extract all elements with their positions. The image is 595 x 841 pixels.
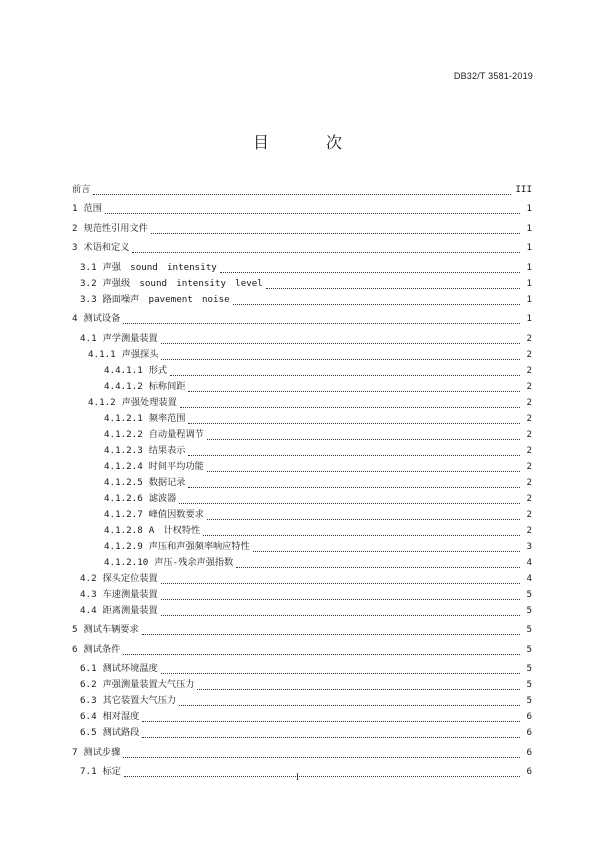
- toc-entry[interactable]: [72, 745, 532, 761]
- toc-entry-title: 声强测量装置大气压力: [102, 679, 195, 690]
- toc-entry[interactable]: [72, 292, 532, 308]
- toc-entry-page: 1: [526, 293, 532, 305]
- toc-dot-leader: [207, 463, 520, 472]
- toc-dot-leader: [188, 415, 520, 424]
- toc-entry[interactable]: [72, 260, 532, 276]
- toc-entry-page: 5: [526, 643, 532, 655]
- toc-entry-title: 探头定位装置: [102, 572, 158, 584]
- toc-entry-title: 测试条件: [83, 643, 121, 655]
- toc-entry-number: 4.2: [80, 572, 97, 584]
- toc-entry[interactable]: [72, 709, 532, 725]
- toc-entry-title: 相对湿度: [102, 711, 140, 722]
- toc-dot-leader: [203, 527, 520, 536]
- toc-entry[interactable]: [72, 507, 532, 523]
- toc-dot-leader: [161, 335, 520, 344]
- toc-dot-leader: [123, 646, 520, 655]
- toc-entry-number: 1: [72, 203, 78, 214]
- toc-entry-title: 车速测量装置: [102, 588, 158, 600]
- toc-entry[interactable]: [72, 603, 532, 619]
- toc-entry-page: 4: [526, 556, 532, 568]
- toc-dot-leader: [180, 399, 520, 408]
- toc-entry-number: 3.1: [80, 261, 97, 273]
- toc-entry-number: 4.1.2.10: [104, 556, 149, 568]
- toc-entry-title: A 计权特性: [148, 524, 201, 536]
- toc-entry-number: 4.1.2.3: [104, 444, 143, 456]
- toc-dot-leader: [207, 511, 520, 520]
- toc-entry-page: 1: [526, 203, 532, 214]
- toc-entry-title: 术语和定义: [83, 242, 130, 253]
- toc-dot-leader: [142, 713, 520, 722]
- toc-entry[interactable]: [72, 661, 532, 677]
- toc-entry-title: 声强 sound intensity: [102, 261, 217, 273]
- toc-entry[interactable]: [72, 182, 532, 198]
- toc-entry-number: 6.3: [80, 695, 97, 706]
- toc-entry-page: 1: [526, 261, 532, 273]
- toc-entry-title: 自动量程调节: [148, 428, 204, 440]
- toc-dot-leader: [266, 280, 520, 289]
- toc-entry[interactable]: [72, 363, 532, 379]
- toc-entry-page: 5: [526, 604, 532, 616]
- toc-entry-page: 1: [526, 277, 532, 289]
- toc-dot-leader: [220, 264, 520, 273]
- toc-entry-number: 4.1.1: [88, 348, 116, 360]
- toc-entry-number: 4.1.2.8: [104, 524, 143, 536]
- toc-dot-leader: [233, 296, 520, 305]
- toc-entry-page: 5: [526, 679, 532, 690]
- toc-dot-leader: [188, 479, 520, 488]
- toc-dot-leader: [161, 607, 520, 616]
- toc-entry-title: 声学测量装置: [102, 332, 158, 344]
- toc-entry-number: 3.3: [80, 293, 97, 305]
- toc-entry-page: 6: [526, 727, 532, 738]
- toc-entry-title: 数据记录: [148, 476, 186, 488]
- toc-entry-page: 2: [526, 476, 532, 488]
- toc-entry-number: 4.1.2.7: [104, 508, 143, 520]
- toc-dot-leader: [170, 367, 520, 376]
- toc-entry-title: 标定: [102, 766, 121, 777]
- toc-entry-number: 6.2: [80, 679, 97, 690]
- toc-entry-number: 3.2: [80, 277, 97, 289]
- toc-entry[interactable]: [72, 201, 532, 217]
- toc-entry[interactable]: [72, 475, 532, 491]
- toc-entry-page: 2: [526, 428, 532, 440]
- toc-entry-page: III: [515, 183, 532, 195]
- toc-entry[interactable]: [72, 642, 532, 658]
- toc-entry-number: 6.5: [80, 727, 97, 738]
- toc-entry-title: 测试车辆要求: [83, 624, 139, 635]
- toc-entry-page: 6: [526, 711, 532, 722]
- toc-entry-page: 5: [526, 695, 532, 706]
- toc-entry-title: 声压-残余声强指数: [154, 556, 234, 568]
- toc-dot-leader: [151, 225, 520, 234]
- toc-entry-number: 6.4: [80, 711, 97, 722]
- toc-dot-leader: [236, 559, 520, 568]
- toc-entry-title: 距离测量装置: [102, 604, 158, 616]
- toc-entry-number: 4.3: [80, 588, 97, 600]
- toc-entry[interactable]: [72, 427, 532, 443]
- toc-entry-page: 4: [526, 572, 532, 584]
- table-of-contents: [72, 178, 532, 780]
- toc-entry-title: 形式: [148, 364, 168, 376]
- toc-entry-number: 5: [72, 624, 78, 635]
- toc-entry-number: 4.1.2.5: [104, 476, 143, 488]
- toc-entry-page: 2: [526, 492, 532, 504]
- toc-entry[interactable]: [72, 555, 532, 571]
- toc-dot-leader: [93, 186, 511, 195]
- toc-entry-page: 5: [526, 663, 532, 674]
- toc-dot-leader: [188, 447, 520, 456]
- toc-entry-number: 6: [72, 643, 78, 655]
- toc-entry-number: 4.1.2.6: [104, 492, 143, 504]
- toc-entry-page: 1: [526, 222, 532, 234]
- toc-entry-number: 4.1.2.2: [104, 428, 143, 440]
- toc-entry-title: 结果表示: [148, 444, 186, 456]
- toc-entry-number: 3: [72, 242, 78, 253]
- toc-entry[interactable]: [72, 240, 532, 256]
- toc-dot-leader: [161, 665, 520, 674]
- toc-entry-number: 4.1.2.4: [104, 460, 143, 472]
- toc-entry[interactable]: [72, 311, 532, 327]
- toc-dot-leader: [188, 383, 520, 392]
- toc-entry-page: 6: [526, 766, 532, 777]
- toc-entry-page: 2: [526, 412, 532, 424]
- toc-entry-title: 峰值因数要求: [148, 508, 204, 520]
- toc-dot-leader: [179, 495, 520, 504]
- toc-entry[interactable]: [72, 587, 532, 603]
- toc-entry-title: 声压和声强频率响应特性: [148, 540, 250, 552]
- toc-entry-number: 4.1.2.1: [104, 412, 143, 424]
- toc-entry[interactable]: [72, 725, 532, 741]
- toc-entry-page: 2: [526, 380, 532, 392]
- toc-entry-number: 2: [72, 222, 78, 234]
- toc-entry[interactable]: [72, 411, 532, 427]
- toc-entry[interactable]: [72, 622, 532, 638]
- toc-entry-title: 测试路段: [102, 727, 140, 738]
- page-number: I: [296, 772, 299, 782]
- toc-entry[interactable]: [72, 347, 532, 363]
- toc-entry[interactable]: [72, 491, 532, 507]
- toc-entry-page: 2: [526, 364, 532, 376]
- toc-entry-page: 5: [526, 588, 532, 600]
- toc-entry-number: 4.1.2.9: [104, 540, 143, 552]
- toc-entry-number: 7: [72, 746, 78, 758]
- toc-dot-leader: [161, 575, 520, 584]
- toc-entry[interactable]: [72, 443, 532, 459]
- toc-dot-leader: [142, 626, 520, 635]
- toc-dot-leader: [207, 431, 520, 440]
- toc-entry-title: 频率范围: [148, 412, 186, 424]
- toc-entry-number: 4.4.1.2: [104, 380, 143, 392]
- toc-entry-title: 其它装置大气压力: [102, 695, 177, 706]
- standard-code: DB32/T 3581-2019: [453, 71, 533, 81]
- toc-entry-number: 6.1: [80, 663, 97, 674]
- toc-entry-title: 时间平均功能: [148, 460, 204, 472]
- toc-entry[interactable]: [72, 395, 532, 411]
- toc-entry[interactable]: [72, 459, 532, 475]
- toc-entry-page: 2: [526, 508, 532, 520]
- toc-entry[interactable]: [72, 523, 532, 539]
- toc-entry-title: 测试环境温度: [102, 663, 158, 674]
- toc-entry-page: 2: [526, 332, 532, 344]
- toc-entry[interactable]: [72, 693, 532, 709]
- toc-entry-page: 3: [526, 540, 532, 552]
- toc-dot-leader: [161, 591, 520, 600]
- toc-entry-page: 2: [526, 524, 532, 536]
- toc-dot-leader: [253, 543, 520, 552]
- toc-entry-title: 声强级 sound intensity level: [102, 277, 263, 289]
- toc-entry-title: 规范性引用文件: [83, 222, 148, 234]
- toc-entry-number: 4.1: [80, 332, 97, 344]
- toc-entry[interactable]: [72, 331, 532, 347]
- toc-entry-title: 标称间距: [148, 380, 186, 392]
- toc-entry-page: 2: [526, 396, 532, 408]
- toc-dot-leader: [105, 205, 520, 214]
- page-title: 目 次: [252, 133, 369, 152]
- toc-dot-leader: [123, 315, 520, 324]
- toc-entry-title: 测试设备: [83, 313, 121, 324]
- toc-entry-number: 4.1.2: [88, 396, 116, 408]
- toc-dot-leader: [179, 697, 520, 706]
- toc-entry-number: 4.4: [80, 604, 97, 616]
- toc-entry-page: 2: [526, 444, 532, 456]
- toc-dot-leader: [123, 749, 520, 758]
- toc-entry-page: 5: [526, 624, 532, 635]
- toc-entry-number: 4: [72, 313, 78, 324]
- toc-entry-page: 1: [526, 313, 532, 324]
- toc-entry-number: 4.4.1.1: [104, 364, 143, 376]
- toc-dot-leader: [142, 729, 520, 738]
- toc-dot-leader: [197, 681, 520, 690]
- toc-entry[interactable]: [72, 539, 532, 555]
- toc-entry-title: 声强探头: [121, 348, 159, 360]
- toc-entry[interactable]: [72, 379, 532, 395]
- toc-entry-title: 测试步骤: [83, 746, 121, 758]
- toc-entry[interactable]: [72, 677, 532, 693]
- toc-entry-title: 范围: [83, 203, 102, 214]
- toc-entry[interactable]: [72, 571, 532, 587]
- toc-entry[interactable]: [72, 276, 532, 292]
- toc-entry-number: 7.1: [80, 766, 97, 777]
- toc-entry-title: 声强处理装置: [121, 396, 177, 408]
- toc-dot-leader: [161, 351, 520, 360]
- toc-entry[interactable]: [72, 221, 532, 237]
- toc-entry-title: 路面噪声 pavement noise: [102, 293, 230, 305]
- toc-dot-leader: [132, 244, 520, 253]
- toc-entry-page: 1: [526, 242, 532, 253]
- toc-entry-page: 2: [526, 460, 532, 472]
- toc-entry-title: 滤波器: [148, 492, 177, 504]
- toc-entry-number: 前言: [72, 183, 91, 195]
- toc-entry-page: 6: [526, 746, 532, 758]
- toc-entry-page: 2: [526, 348, 532, 360]
